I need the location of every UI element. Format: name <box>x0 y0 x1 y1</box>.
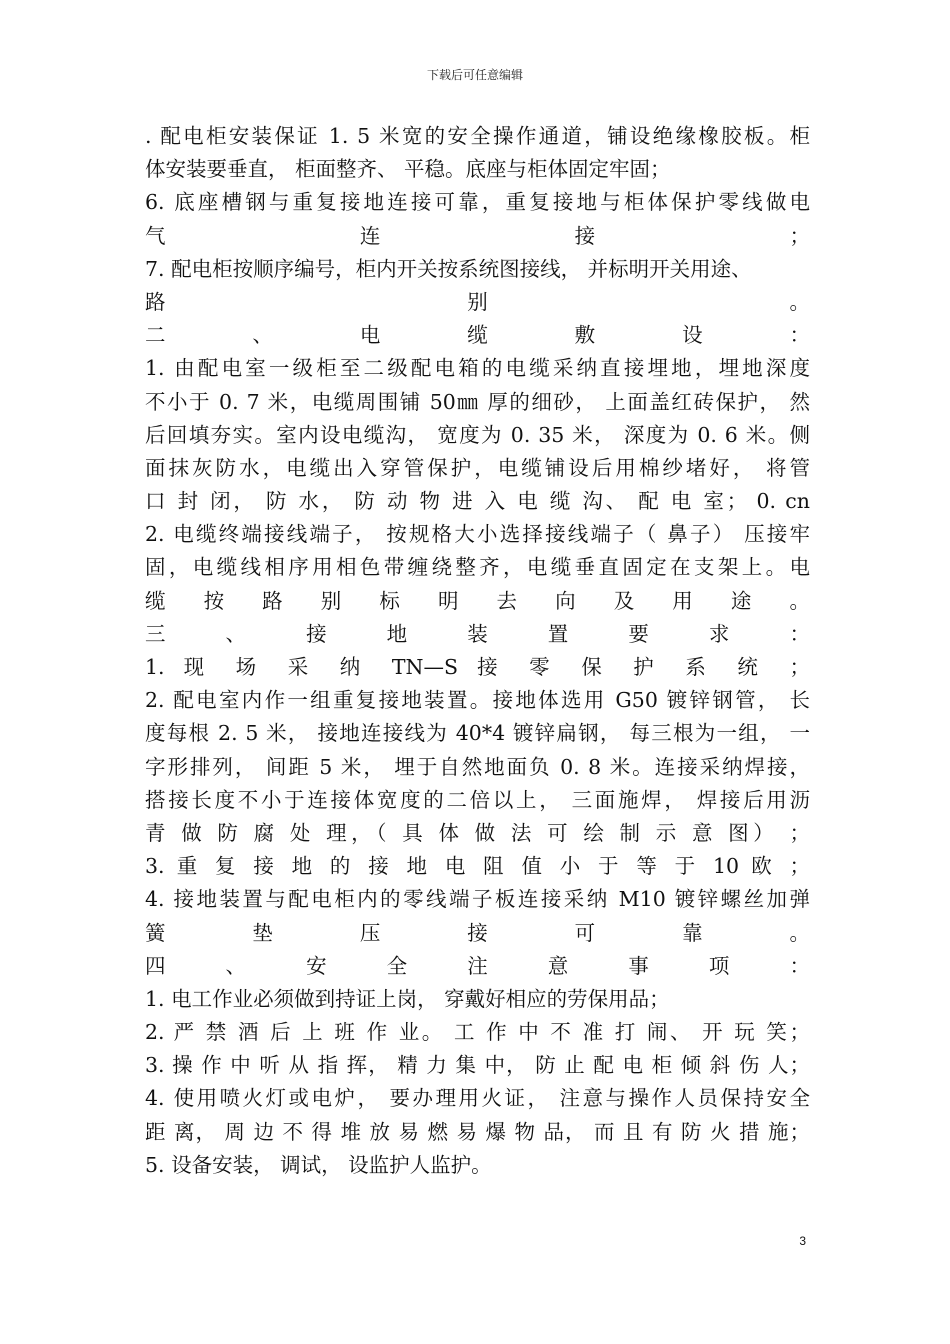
text-line: 5. 设备安装， 调试， 设监护人监护。 <box>145 1152 492 1177</box>
text-line: 4. 接地装置与配电柜内的零线端子板连接采纳 M10 镀锌螺丝加弹 <box>145 887 810 912</box>
text-line: 簧 垫 压 接 可 靠 。 <box>145 920 810 945</box>
text-line: 三 、 接 地 装 置 要 求 ： <box>145 621 810 646</box>
text-line: 固，电缆线相序用相色带缠绕整齐，电缆垂直固定在支架上。电 <box>145 555 810 580</box>
text-line: 1. 现 场 采 纳 TN—S 接 零 保 护 系 统 ； <box>145 655 810 679</box>
text-line: 搭接长度不小于连接体宽度的二倍以上， 三面施焊， 焊接后用沥 <box>145 787 810 812</box>
text-line: 路 别 。 <box>145 289 810 314</box>
text-line: 距 离， 周 边 不 得 堆 放 易 燃 易 爆 物 品， 而 且 有 防 火 措 施； <box>145 1119 810 1144</box>
text-line: 1. 电工作业必须做到持证上岗， 穿戴好相应的劳保用品； <box>145 986 670 1011</box>
text-line: 4. 使用喷火灯或电炉， 要办理用火证， 注意与操作人员保持安全 <box>145 1086 810 1111</box>
text-line: 后回填夯实。室内设电缆沟， 宽度为 0. 35 米， 深度为 0. 6 米。侧 <box>145 422 810 447</box>
text-line: 字形排列， 间距 5 米， 埋于自然地面负 0. 8 米。连接采纳焊接， <box>145 754 810 779</box>
text-line: 体安装要垂直， 柜面整齐、 平稳。底座与柜体固定牢固； <box>145 157 671 182</box>
text-line: . 配电柜安装保证 1. 5 米宽的安全操作通道，铺设绝缘橡胶板。柜 <box>145 124 810 148</box>
text-line: 7. 配电柜按顺序编号，柜内开关按系统图接线， 并标明开关用途、 <box>145 256 752 281</box>
document-body <box>145 120 810 1182</box>
text-line: 气 连 接 ； <box>145 223 810 248</box>
text-line: 2. 电缆终端接线端子， 按规格大小选择接线端子（ 鼻子） 压接牢 <box>145 522 810 547</box>
text-line: 1. 由配电室一级柜至二级配电箱的电缆采纳直接埋地，埋地深度 <box>145 356 810 381</box>
text-line: 2. 配电室内作一组重复接地装置。接地体选用 G50 镀锌钢管， 长 <box>145 688 810 713</box>
text-line: 二 、 电 缆 敷 设 ： <box>145 323 810 348</box>
page-header-note: 下载后可任意编辑 <box>426 68 523 82</box>
text-line: 3. 重 复 接 地 的 接 地 电 阻 值 小 于 等 于 10 欧 ； <box>145 854 810 879</box>
text-line: 青 做 防 腐 处 理，（ 具 体 做 法 可 绘 制 示 意 图） ； <box>145 820 810 845</box>
text-line: 不小于 0. 7 米，电缆周围铺 50㎜ 厚的细砂， 上面盖红砖保护， 然 <box>145 389 810 414</box>
text-line: 四 、 安 全 注 意 事 项 ： <box>145 953 810 978</box>
text-line: 3. 操 作 中 听 从 指 挥， 精 力 集 中， 防 止 配 电 柜 倾 斜 伤 人； <box>145 1053 810 1078</box>
page-number: 3 <box>799 1234 806 1248</box>
text-line: 口 封 闭， 防 水， 防 动 物 进 入 电 缆 沟、 配 电 室； 0. cn <box>145 489 810 514</box>
text-line: 6. 底座槽钢与重复接地连接可靠，重复接地与柜体保护零线做电 <box>145 190 810 215</box>
text-line: 面抹灰防水，电缆出入穿管保护，电缆铺设后用棉纱堵好， 将管 <box>145 455 810 480</box>
text-line: 2. 严 禁 酒 后 上 班 作 业。 工 作 中 不 准 打 闹、 开 玩 笑； <box>145 1020 810 1045</box>
text-line: 缆 按 路 别 标 明 去 向 及 用 途 。 <box>145 588 810 613</box>
text-line: 度每根 2. 5 米， 接地连接线为 40*4 镀锌扁钢， 每三根为一组， 一 <box>145 721 811 746</box>
